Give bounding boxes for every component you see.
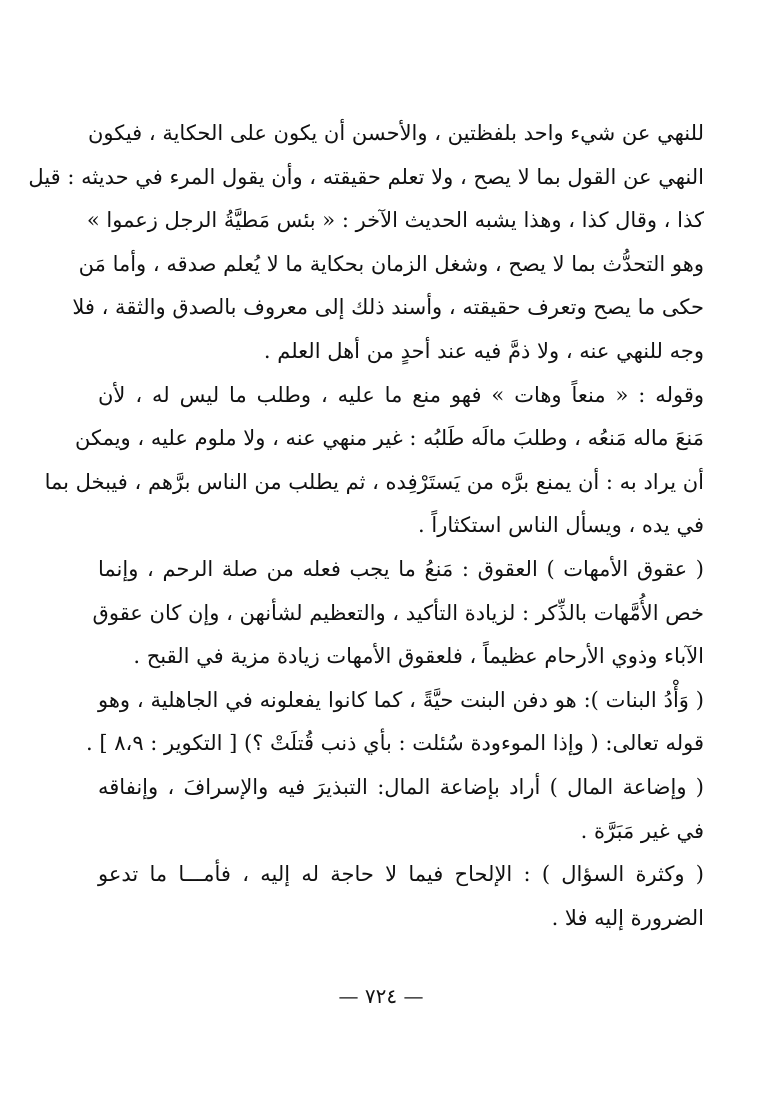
text-line: النهي عن القول بما لا يصح ، ولا تعلم حقيقته ، وأن يقول المرء في حديثه : قيل	[28, 164, 704, 189]
text-line: وهو التحدُّث بما لا يصح ، وشغل الزمان بحكاية ما لا يُعلم صدقه ، وأما مَن	[78, 251, 704, 276]
text-line: وجه للنهي عنه ، ولا ذمَّ فيه عند أحدٍ من أهل العلم .	[263, 338, 704, 363]
page-number: — ٧٢٤ —	[338, 984, 424, 1008]
text-line: قوله تعالى: ( وإذا الموءودة سُئلت : بأي ذنب قُتلَتْ ؟) [ التكوير : ٨،٩ ] .	[86, 731, 704, 756]
text-line: ( وإضاعة المال ) أراد بإضاعة المال: التبذيرَ فيه والإسرافَ ، وإنفاقه	[98, 774, 704, 799]
body-text	[28, 112, 704, 940]
text-line: خص الأُمَّهات بالذِّكر : لزيادة التأكيد ، والتعظيم لشأنهن ، وإن كان عقوق	[92, 600, 704, 625]
text-line: للنهي عن شيء واحد بلفظتين ، والأحسن أن يكون على الحكاية ، فيكون	[87, 121, 704, 145]
text-line: مَنعَ ماله مَنعُه ، وطلبَ مالَه طَلبُه : غير منهي عنه ، ولا ملوم عليه ، ويمكن	[74, 426, 704, 451]
text-line: كذا ، وقال كذا ، وهذا يشبه الحديث الآخر : « بئس مَطيَّةُ الرجل زعموا »	[86, 208, 704, 233]
text-line: في غير مَبَرَّة .	[580, 818, 704, 843]
text-line: في يده ، ويسأل الناس استكثاراً .	[418, 513, 704, 538]
text-line: حكى ما يصح وتعرف حقيقته ، وأسند ذلك إلى معروف بالصدق والثقة ، فلا	[72, 295, 704, 320]
text-line: الضرورة إليه فلا .	[551, 905, 704, 930]
text-line: الآباء وذوي الأرحام عظيماً ، فلعقوق الأمهات زيادة مزية في القبح .	[133, 644, 704, 669]
text-line: ( وكثرة السؤال ) : الإلحاح فيما لا حاجة له إليه ، فأمـــا ما تدعو	[98, 862, 704, 887]
text-line: ( وَأْدُ البنات ): هو دفن البنت حيَّةً ، كما كانوا يفعلونه في الجاهلية ، وهو	[98, 687, 704, 712]
text-line: أن يراد به : أن يمنع برَّه من يَستَرْفِده ، ثم يطلب من الناس برَّهم ، فيبخل بما	[44, 469, 704, 494]
text-line: وقوله : « منعاً وهات » فهو منع ما عليه ، وطلب ما ليس له ، لأن	[98, 382, 704, 407]
text-line: ( عقوق الأمهات ) العقوق : مَنعُ ما يجب فعله من صلة الرحم ، وإنما	[98, 556, 704, 581]
